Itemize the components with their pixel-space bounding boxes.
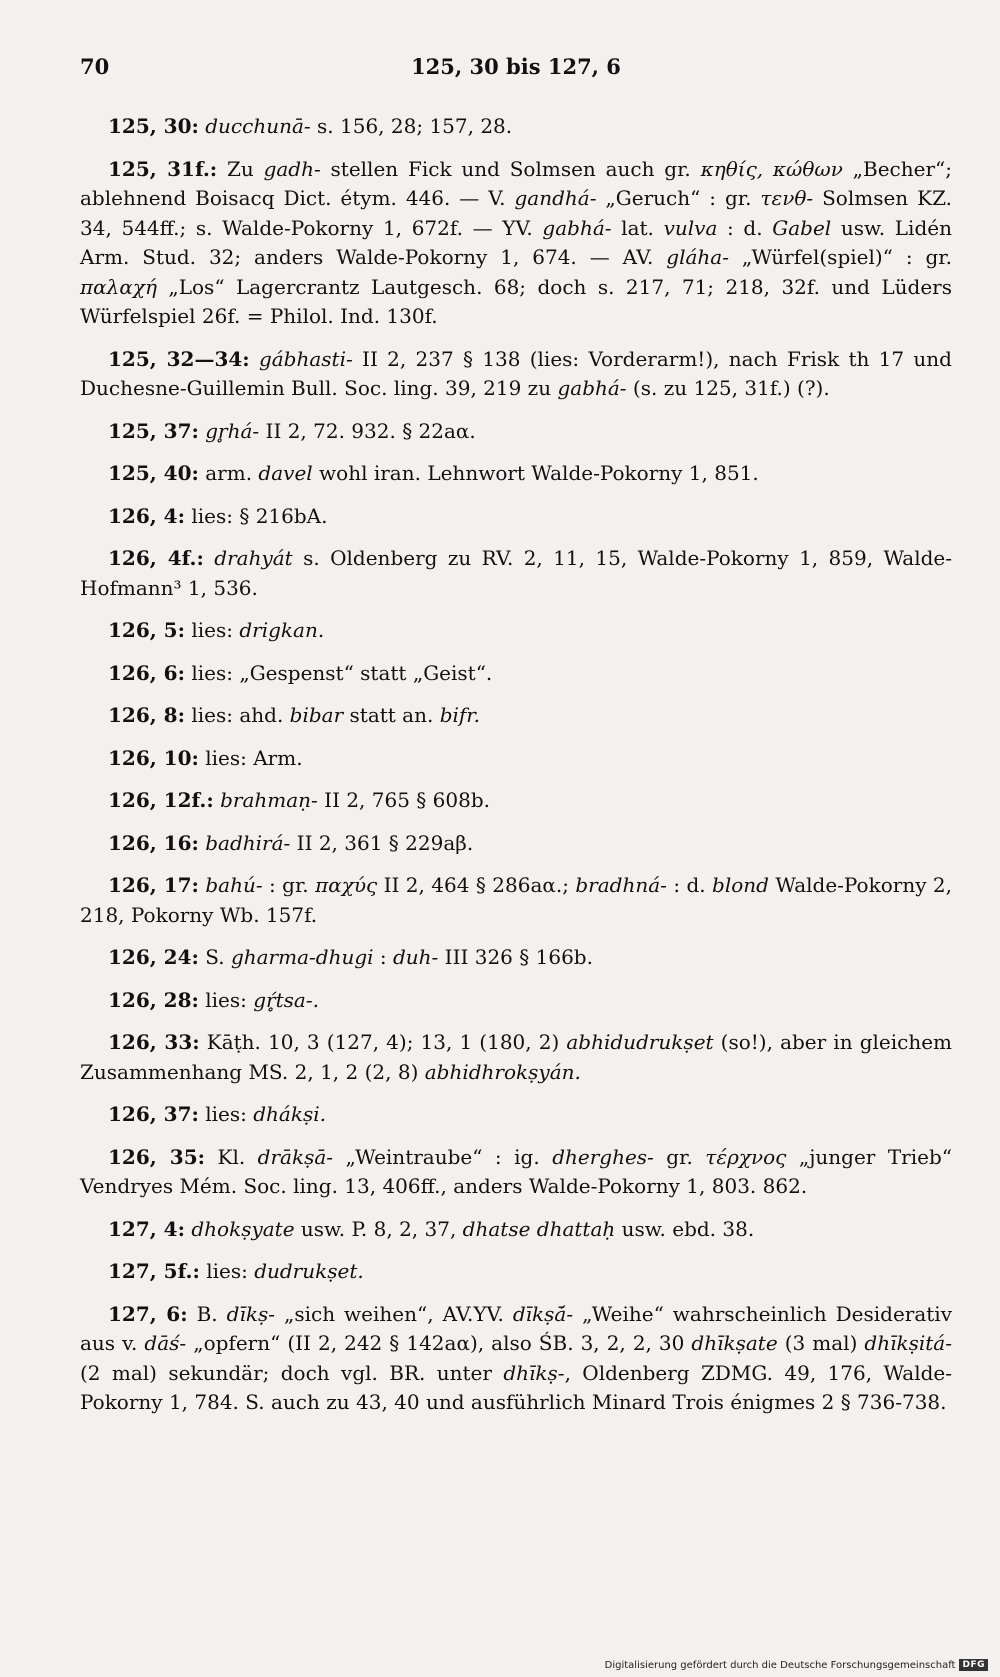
entry <box>80 112 952 142</box>
entry-label: 126, 37: <box>108 1102 199 1126</box>
entry <box>80 417 952 447</box>
entry-text: lies: dhákṣi. <box>205 1102 326 1126</box>
entry-text: S. gharma-dhugi : duh- III 326 § 166b. <box>205 945 593 969</box>
entry <box>80 459 952 489</box>
entry-label: 126, 4f.: <box>108 546 204 570</box>
entry-label: 125, 31f.: <box>108 156 218 181</box>
page-number: 70 <box>80 54 110 79</box>
entry-text: dhokṣyate usw. P. 8, 2, 37, dhatse dhattaḥ usw. ebd. 38. <box>191 1216 755 1241</box>
footer-text: Digitalisierung gefördert durch die Deutsche Forschungsgemeinschaft <box>604 1659 956 1671</box>
entry <box>80 744 952 774</box>
entry-text: arm. davel wohl iran. Lehnwort Walde-Pokorny 1, 851. <box>205 461 759 485</box>
entry-label: 126, 4: <box>108 503 185 528</box>
entry <box>80 829 952 859</box>
entry <box>80 1215 952 1245</box>
digitization-footer <box>605 1659 988 1671</box>
entry-label: 125, 32—34: <box>108 346 250 371</box>
entry-label: 126, 6: <box>108 660 185 685</box>
entries-list <box>80 112 952 1431</box>
page-header <box>80 54 952 94</box>
entry <box>80 1100 952 1130</box>
entry-text: Zu gadh- stellen Fick und Solmsen auch gr. κηθίς, κώθων „Becher“; ablehnend Boisacq Dict. étym. 446. — V. gandhá- „Geruch“ : gr. τενθ- Solmsen KZ. 34, 544ff.; s. Walde-Pokorny 1, 672f. — YV. gabhá- lat. vulva : d. Gabel usw. Lidén Arm. Stud. 32; anders Walde-Pokorny 1, 674. — AV. gláha- „Würfel(spiel)“ : gr. παλαχή „Los“ Lagercrantz Lautgesch. 68; doch s. 217, 71; 218, 32f. und Lüders Würfelspiel 26f. = Philol. Ind. 130f. <box>80 156 952 328</box>
entry <box>80 871 952 930</box>
entry-text: gr̥há- II 2, 72. 932. § 22aα. <box>205 418 476 443</box>
entry-text: lies: gŕ̥tsa-. <box>205 987 319 1012</box>
entry-label: 126, 33: <box>108 1030 200 1054</box>
entry-text: badhirá- II 2, 361 § 229aβ. <box>205 830 474 855</box>
entry <box>80 943 952 973</box>
entry-label: 126, 35: <box>108 1144 206 1169</box>
entry <box>80 1300 952 1418</box>
entry <box>80 544 952 603</box>
entry-label: 126, 8: <box>108 703 185 727</box>
entry-label: 126, 10: <box>108 745 199 770</box>
entry-text: gábhasti- II 2, 237 § 138 (lies: Vorderarm!), nach Frisk th 17 und Duchesne-Guillemin Bull. Soc. ling. 39, 219 zu gabhá- (s. zu 125, 31f.) (?). <box>80 346 952 400</box>
entry <box>80 786 952 816</box>
entry-text: lies: ahd. bibar statt an. bifr. <box>191 703 481 727</box>
entry-text: lies: dudrukṣet. <box>206 1259 364 1283</box>
entry-label: 127, 5f.: <box>108 1259 200 1283</box>
entry-label: 125, 30: <box>108 114 199 138</box>
entry <box>80 1028 952 1087</box>
entry <box>80 155 952 332</box>
entry-text: B. dīkṣ- „sich weihen“, AV.YV. dīkṣā́- „Weihe“ wahrscheinlich Desiderativ aus v. dāś- „opfern“ (II 2, 242 § 142aα), also ŚB. 3, 2, 2, 30 dhīkṣate (3 mal) dhīkṣitá- (2 mal) sekundär; doch vgl. BR. unter dhīkṣ-, Oldenberg ZDMG. 49, 176, Walde-Pokorny 1, 784. S. auch zu 43, 40 und ausführlich Minard Trois énigmes 2 § 736-738. <box>80 1301 952 1414</box>
entry <box>80 659 952 689</box>
entry-text: lies: „Gespenst“ statt „Geist“. <box>191 660 493 685</box>
entry-text: ducchunā- s. 156, 28; 157, 28. <box>205 114 513 138</box>
entry-label: 126, 24: <box>108 945 199 969</box>
entry-label: 126, 12f.: <box>108 788 214 812</box>
entry <box>80 1143 952 1202</box>
entry-text: drahyát s. Oldenberg zu RV. 2, 11, 15, Walde-Pokorny 1, 859, Walde-Hofmann³ 1, 536. <box>80 546 953 600</box>
entry <box>80 502 952 532</box>
entry-text: Kāṭh. 10, 3 (127, 4); 13, 1 (180, 2) abhidudrukṣet (so!), aber in gleichem Zusammenhang MS. 2, 1, 2 (2, 8) abhidhrokṣyán. <box>80 1030 953 1084</box>
entry-text: Kl. drākṣā- „Weintraube“ : ig. dherghes- gr. τέρχνος „junger Trieb“ Vendryes Mém. Soc. ling. 13, 406ff., anders Walde-Pokorny 1, 803. 862. <box>80 1144 953 1198</box>
entry-label: 127, 6: <box>108 1301 188 1326</box>
entry-label: 126, 17: <box>108 873 199 897</box>
entry <box>80 986 952 1016</box>
entry <box>80 701 952 731</box>
entry <box>80 616 952 646</box>
entry-text: lies: § 216bA. <box>191 503 328 528</box>
dfg-logo: DFG <box>959 1659 988 1671</box>
entry-text: brahmaṇ- II 2, 765 § 608b. <box>220 788 490 812</box>
entry <box>80 345 952 404</box>
entry-label: 126, 16: <box>108 830 199 855</box>
entry-label: 126, 5: <box>108 618 185 642</box>
entry-text: lies: Arm. <box>205 745 303 770</box>
entry-text: lies: drigkan. <box>191 618 325 642</box>
running-title: 125, 30 bis 127, 6 <box>411 54 621 79</box>
entry-label: 127, 4: <box>108 1216 185 1241</box>
entry-text: bahú- : gr. παχύς II 2, 464 § 286aα.; bradhná- : d. blond Walde-Pokorny 2, 218, Pokorny Wb. 157f. <box>80 873 952 927</box>
entry-label: 125, 37: <box>108 418 199 443</box>
entry-label: 126, 28: <box>108 987 199 1012</box>
entry-label: 125, 40: <box>108 461 199 485</box>
entry <box>80 1257 952 1287</box>
